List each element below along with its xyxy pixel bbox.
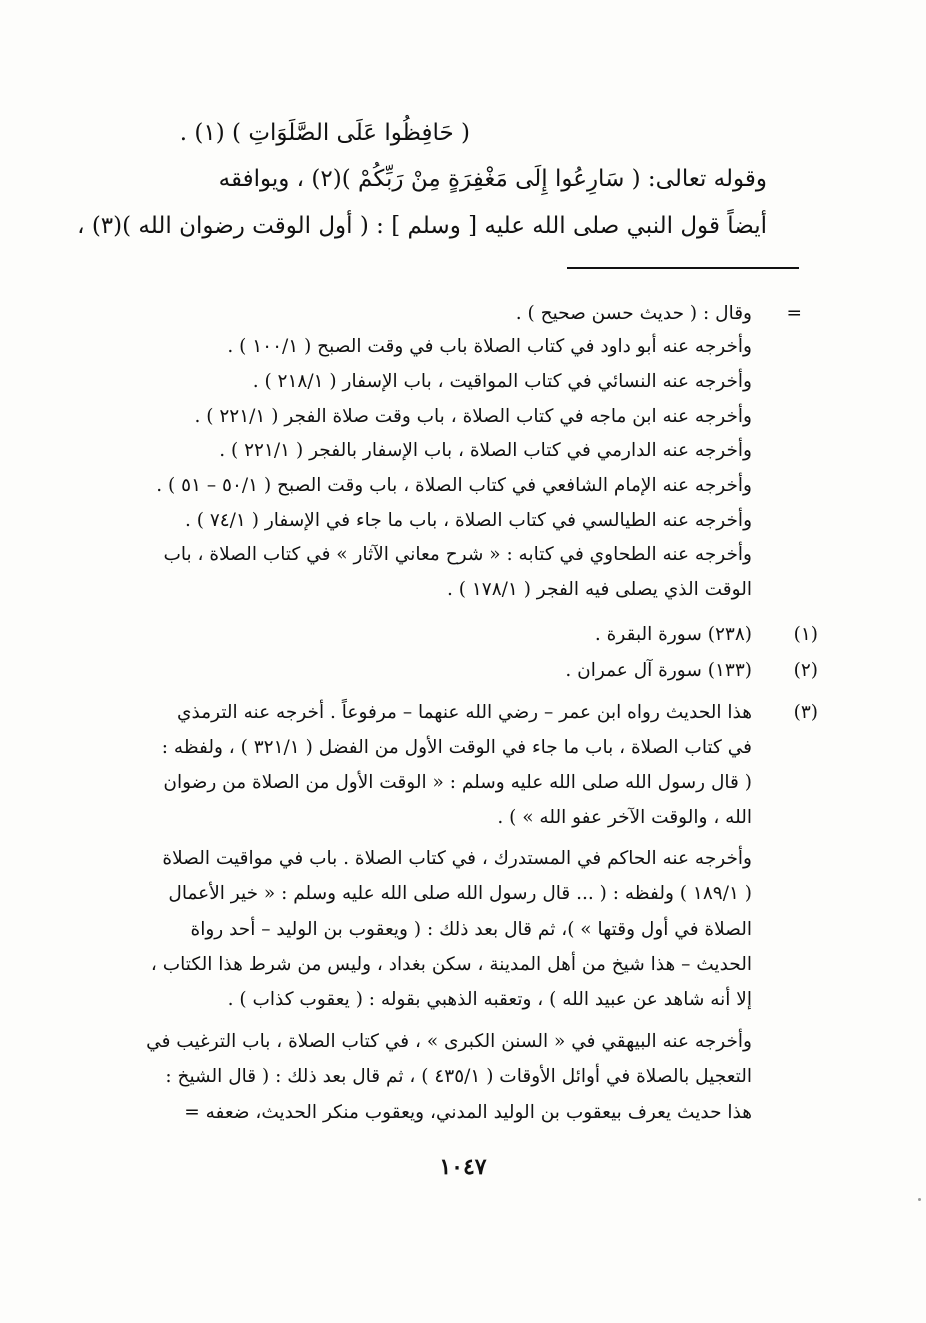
footnote-cont-line: وأخرجه عنه الدارمي في كتاب الصلاة ، باب الإسفار بالفجر ( ٢٢١/١ ) .	[219, 440, 752, 461]
footnote-2-number: (٢)	[793, 660, 818, 681]
footnote-3-line: الصلاة في أول وقتها » )، ثم قال بعد ذلك : ( ويعقوب بن الوليد – أحد رواة	[190, 919, 752, 940]
page-number: ١٠٤٧	[439, 1154, 487, 1180]
footnote-separator	[567, 267, 799, 269]
footnote-1-text: (٢٣٨) سورة البقرة .	[594, 624, 752, 645]
footnote-1-number: (١)	[793, 624, 818, 645]
main-line-1: ( حَافِظُوا عَلَى الصَّلَوَاتِ ) (١) .	[179, 120, 470, 146]
scan-speck	[918, 1198, 921, 1201]
footnote-3-line: إلا أنه شاهد عن عبيد الله ) ، وتعقبه الذهبي بقوله : ( يعقوب كذاب ) .	[227, 989, 752, 1010]
footnote-3-number: (٣)	[793, 702, 818, 723]
footnote-cont-line: وأخرجه عنه الطحاوي في كتابه : « شرح معاني الآثار » في كتاب الصلاة ، باب	[163, 544, 752, 565]
footnote-3-line: ( قال رسول الله صلى الله عليه وسلم : « الوقت الأول من الصلاة من رضوان	[163, 772, 752, 793]
footnote-2-text: (١٣٣) سورة آل عمران .	[565, 660, 752, 681]
footnote-3-line: وأخرجه عنه البيهقي في « السنن الكبرى » ، في كتاب الصلاة ، باب الترغيب في	[146, 1031, 752, 1052]
footnote-cont-line: الوقت الذي يصلى فيه الفجر ( ١٧٨/١ ) .	[446, 579, 752, 600]
main-line-3: أيضاً قول النبي صلى الله عليه [ وسلم ] : ( أول الوقت رضوان الله )(٣) ،	[77, 213, 767, 239]
main-line-2: وقوله تعالى: ( سَارِعُوا إِلَى مَغْفِرَةٍ مِنْ رَبِّكُمْ )(٢) ، ويوافقه	[218, 166, 767, 192]
continuation-marker: =	[786, 303, 802, 324]
footnote-cont-line: وأخرجه عنه الطيالسي في كتاب الصلاة ، باب ما جاء في الإسفار ( ٧٤/١ ) .	[184, 510, 752, 531]
footnote-cont-line: وأخرجه عنه النسائي في كتاب المواقيت ، باب الإسفار ( ٢١٨/١ ) .	[252, 371, 752, 392]
footnote-3-line: التعجيل بالصلاة في أوائل الأوقات ( ٤٣٥/١ ) ، ثم قال بعد ذلك : ( قال الشيخ :	[165, 1066, 752, 1087]
footnote-3-line: هذا حديث يعرف بيعقوب بن الوليد المدني، ويعقوب منكر الحديث، ضعفه =	[184, 1102, 752, 1123]
footnote-3-line: هذا الحديث رواه ابن عمر – رضي الله عنهما – مرفوعاً . أخرجه عنه الترمذي	[177, 702, 752, 723]
footnote-cont-line: وأخرجه عنه أبو داود في كتاب الصلاة باب في وقت الصبح ( ١٠٠/١ ) .	[227, 336, 752, 357]
footnote-3-line: في كتاب الصلاة ، باب ما جاء في الوقت الأول من الفضل ( ٣٢١/١ ) ، ولفظه :	[161, 737, 752, 758]
footnote-cont-line: وأخرجه عنه الإمام الشافعي في كتاب الصلاة ، باب وقت الصبح ( ٥٠/١ – ٥١ ) .	[156, 475, 752, 496]
footnote-cont-line: وأخرجه عنه ابن ماجه في كتاب الصلاة ، باب وقت صلاة الفجر ( ٢٢١/١ ) .	[194, 406, 752, 427]
footnote-3-line: الله ، والوقت الآخر عفو الله » ) .	[497, 807, 752, 828]
footnote-3-line: وأخرجه عنه الحاكم في المستدرك ، في كتاب الصلاة . باب في مواقيت الصلاة	[162, 848, 752, 869]
footnote-3-line: ( ١٨٩/١ ) ولفظه : ( ... قال رسول الله صلى الله عليه وسلم : « خير الأعمال	[168, 883, 752, 904]
footnote-3-line: الحديث – هذا شيخ من أهل المدينة ، سكن بغداد ، وليس من شرط هذا الكتاب ،	[150, 954, 752, 975]
footnote-cont-line: وقال : ( حديث حسن صحيح ) .	[515, 303, 752, 324]
